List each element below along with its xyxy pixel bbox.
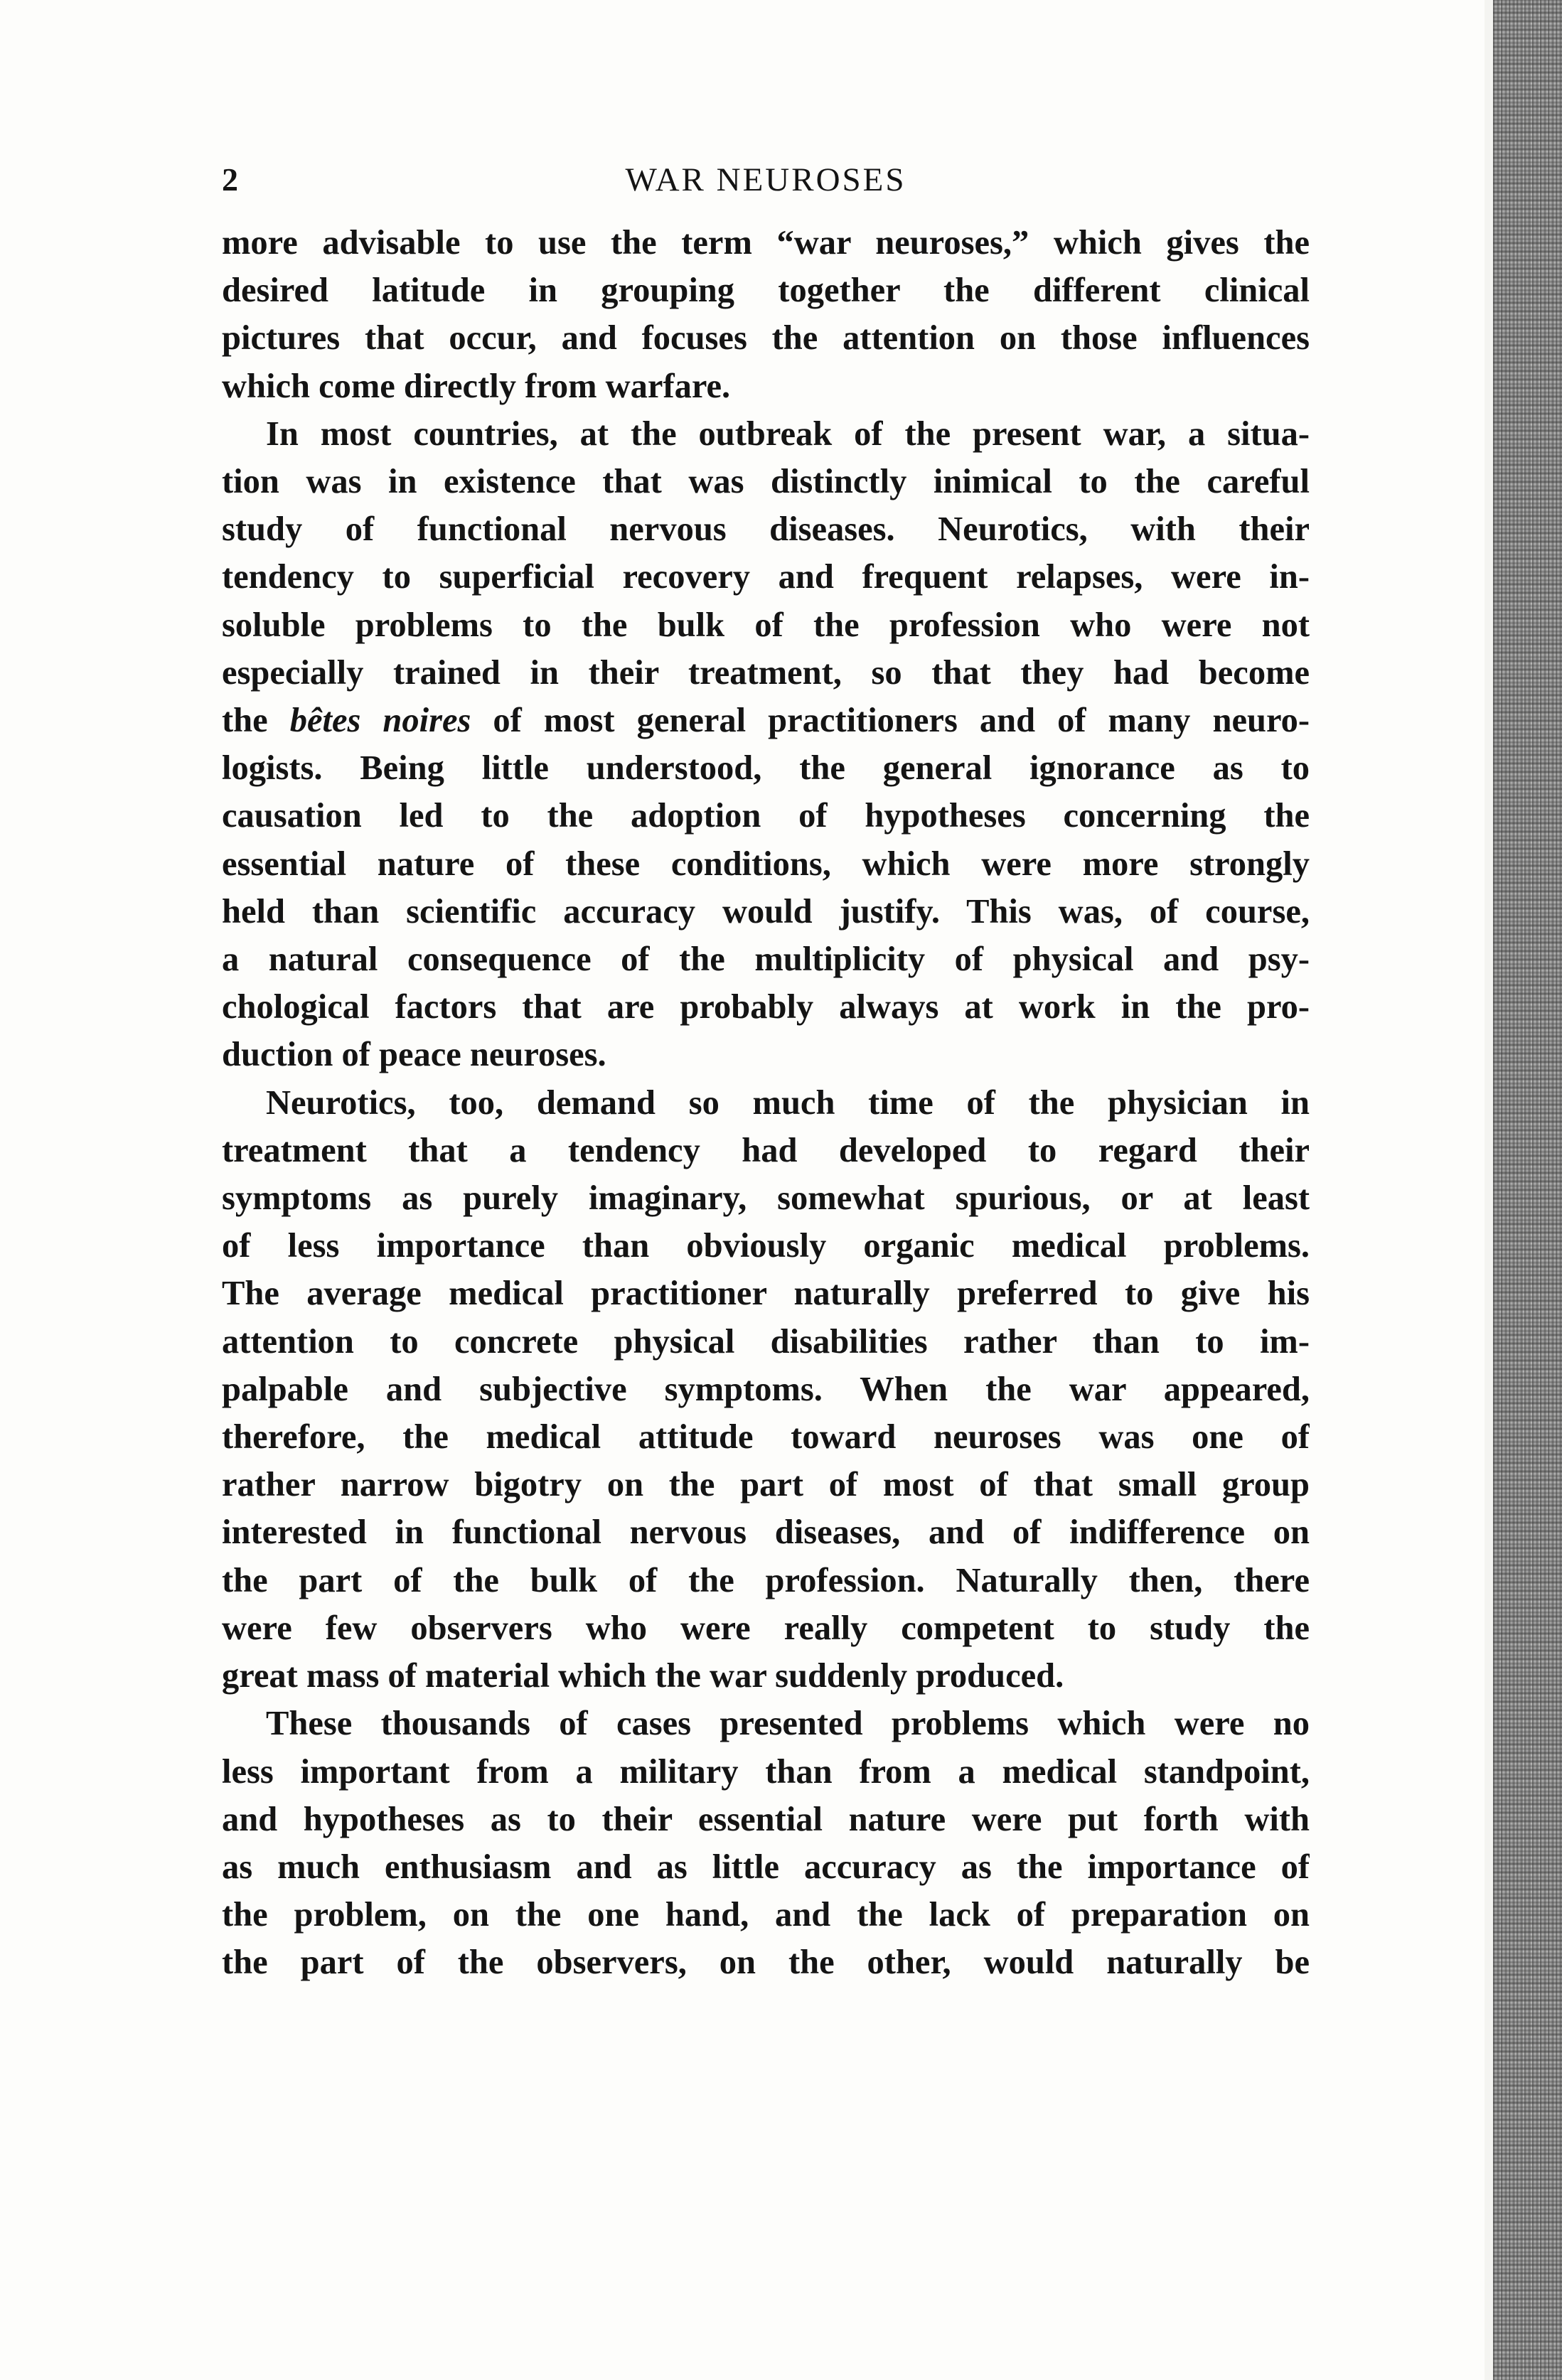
text-line: pictures that occur, and focuses the attention on those influences (222, 319, 1310, 358)
text-line: of less importance than obviously organic medical problems. (222, 1227, 1310, 1265)
text-line: desired latitude in grouping together the different clinical (222, 272, 1310, 310)
text-line: were few observers who were really competent to study the (222, 1609, 1310, 1647)
text-line: the bêtes noires of most general practitioners and of many neuro- (222, 702, 1310, 740)
body-text (222, 219, 1310, 1987)
text-line: held than scientific accuracy would justify. This was, of course, (222, 892, 1310, 931)
text-line: which come directly from warfare. (222, 367, 731, 405)
text-line: interested in functional nervous diseases, and of indifference on (222, 1513, 1310, 1552)
text-line: as much enthusiasm and as little accuracy as the importance of (222, 1848, 1310, 1886)
paragraph (222, 1079, 1310, 1700)
running-head: WAR NEUROSES (625, 161, 906, 198)
text-line: the problem, on the one hand, and the lack of preparation on (222, 1896, 1310, 1934)
text-line: less important from a military than from a medical standpoint, (222, 1752, 1310, 1791)
paragraph (222, 1700, 1310, 1986)
text-line: duction of peace neuroses. (222, 1036, 606, 1074)
page-header (222, 155, 1310, 205)
page-number: 2 (222, 161, 238, 198)
text-line: especially trained in their treatment, so that they had become (222, 653, 1310, 692)
text-line: symptoms as purely imaginary, somewhat spurious, or at least (222, 1179, 1310, 1218)
text-line: great mass of material which the war suddenly produced. (222, 1657, 1064, 1695)
text-line: more advisable to use the term “war neuroses,” which gives the (222, 224, 1310, 262)
text-line: a natural consequence of the multiplicity of physical and psy- (222, 940, 1310, 979)
text-line: attention to concrete physical disabilities rather than to im- (222, 1322, 1310, 1361)
text-line: chological factors that are probably always at work in the pro- (222, 988, 1310, 1026)
text-line: These thousands of cases presented problems which were no (266, 1705, 1310, 1743)
text-line: essential nature of these conditions, which were more strongly (222, 845, 1310, 883)
text-line: In most countries, at the outbreak of the present war, a situa- (266, 414, 1310, 453)
text-line: the part of the bulk of the profession. Naturally then, there (222, 1561, 1310, 1599)
italic-phrase: bêtes noires (289, 702, 471, 740)
paragraph (222, 219, 1310, 410)
text-line: The average medical practitioner naturally preferred to give his (222, 1275, 1310, 1313)
text-line: palpable and subjective symptoms. When the war appeared, (222, 1370, 1310, 1408)
text-line: treatment that a tendency had developed to regard their (222, 1131, 1310, 1169)
text-line: logists. Being little understood, the general ignorance as to (222, 749, 1310, 788)
text-line: soluble problems to the bulk of the profession who were not (222, 606, 1310, 644)
paragraph (222, 410, 1310, 1079)
text-line: tendency to superficial recovery and frequent relapses, were in- (222, 558, 1310, 596)
text-line: rather narrow bigotry on the part of most of that small group (222, 1466, 1310, 1504)
text-line: and hypotheses as to their essential nature were put forth with (222, 1800, 1310, 1838)
text-line: study of functional nervous diseases. Neurotics, with their (222, 510, 1310, 549)
text-line: Neurotics, too, demand so much time of the physician in (266, 1083, 1310, 1122)
text-line: the part of the observers, on the other, would naturally be (222, 1944, 1310, 1982)
text-line: tion was in existence that was distinctly inimical to the careful (222, 463, 1310, 501)
text-line: causation led to the adoption of hypotheses concerning the (222, 797, 1310, 835)
text-line: therefore, the medical attitude toward neuroses was one of (222, 1418, 1310, 1457)
book-edge-texture (1493, 0, 1562, 2380)
